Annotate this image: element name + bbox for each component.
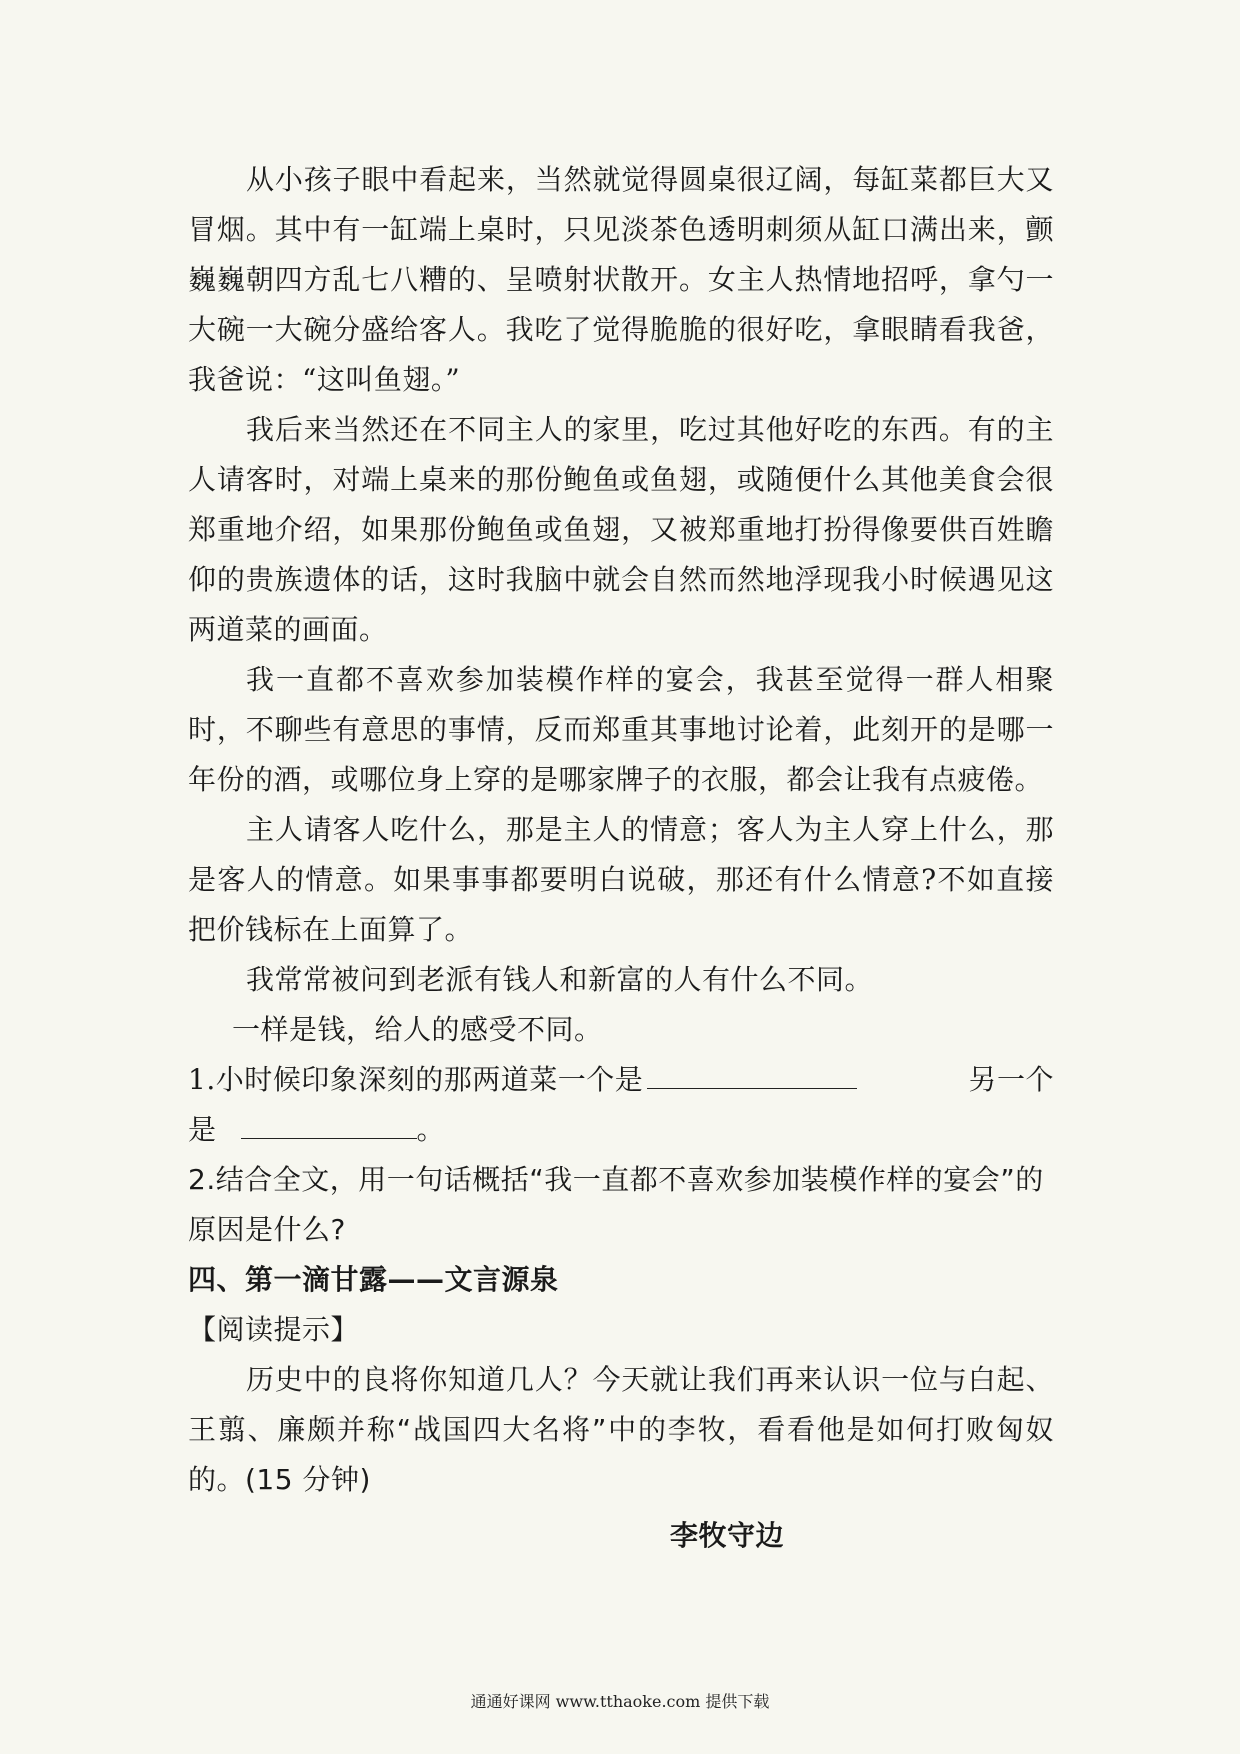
question-1-line-2 <box>188 1105 1054 1155</box>
paragraph-6: 一样是钱，给人的感受不同。 <box>232 1013 603 1046</box>
section-title: 四、第一滴甘露——文言源泉 <box>188 1263 559 1296</box>
question-1-end: 。 <box>416 1113 446 1146</box>
answer-blank-2[interactable] <box>241 1108 417 1139</box>
article-title: 李牧守边 <box>670 1519 785 1552</box>
paragraph-3: 我一直都不喜欢参加装模作样的宴会，我甚至觉得一群人相聚时，不聊些有意思的事情，反而郑重其事地讨论着，此刻开的是哪一年份的酒，或哪位身上穿的是哪家牌子的衣服，都会让我有点疲倦。 <box>188 663 1054 796</box>
paragraph-4: 主人请客人吃什么，那是主人的情意；客人为主人穿上什么，那是客人的情意。如果事事都要明白说破，那还有什么情意?不如直接把价钱标在上面算了。 <box>188 813 1054 946</box>
question-2: 2.结合全文，用一句话概括“我一直都不喜欢参加装模作样的宴会”的原因是什么? <box>188 1163 1044 1246</box>
reading-hint-label: 【阅读提示】 <box>188 1313 360 1346</box>
paragraph-5: 我常常被问到老派有钱人和新富的人有什么不同。 <box>246 963 874 996</box>
reading-hint-text: 历史中的良将你知道几人？今天就让我们再来认识一位与白起、王翦、廉颇并称“战国四大名将”中的李牧，看看他是如何打败匈奴的。(15 分钟) <box>188 1363 1054 1496</box>
question-1-text: 1.小时候印象深刻的那两道菜一个是 <box>188 1063 644 1096</box>
paragraph-1: 从小孩子眼中看起来，当然就觉得圆桌很辽阔，每缸菜都巨大又冒烟。其中有一缸端上桌时，只见淡茶色透明刺须从缸口满出来，颤巍巍朝四方乱七八糟的、呈喷射状散开。女主人热情地招呼，拿勺一大碗一大碗分盛给客人。我吃了觉得脆脆的很好吃，拿眼睛看我爸，我爸说：“这叫鱼翅。” <box>188 163 1054 396</box>
question-1-text-3: 是 <box>188 1113 217 1146</box>
question-1-text-2: 另一个 <box>968 1063 1054 1096</box>
document-content <box>188 155 1054 1561</box>
page-footer: 通通好课网 www.tthaoke.com 提供下载 <box>470 1692 770 1711</box>
question-1-line <box>188 1055 1054 1105</box>
paragraph-2: 我后来当然还在不同主人的家里，吃过其他好吃的东西。有的主人请客时，对端上桌来的那份鲍鱼或鱼翅，或随便什么其他美食会很郑重地介绍，如果那份鲍鱼或鱼翅，又被郑重地打扮得像要供百姓瞻仰的贵族遗体的话，这时我脑中就会自然而然地浮现我小时候遇见这两道菜的画面。 <box>188 413 1054 646</box>
answer-blank-1[interactable] <box>647 1058 857 1089</box>
